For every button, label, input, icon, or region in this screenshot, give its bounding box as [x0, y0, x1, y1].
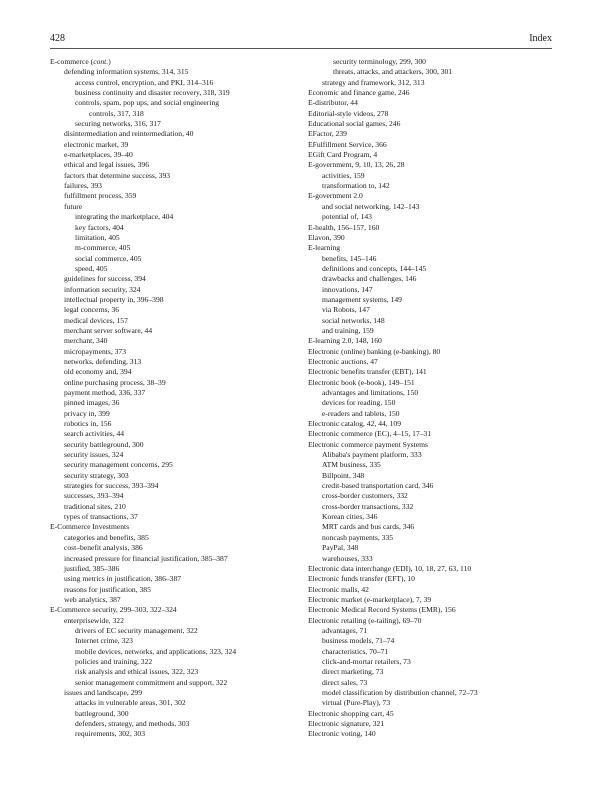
- index-entry-text: disintermediation and reintermediation, 40: [64, 129, 194, 139]
- index-entry: [50, 605, 300, 615]
- index-subentry: [50, 688, 300, 698]
- running-head: Index: [529, 33, 552, 44]
- index-subentry: [50, 440, 300, 450]
- index-subentry: [308, 481, 558, 491]
- index-subentry: [50, 285, 300, 295]
- index-entry: [308, 119, 558, 129]
- index-subentry: [50, 543, 300, 553]
- index-subentry: [50, 471, 300, 481]
- index-entry-text: Electronic market (e-marketplace), 7, 39: [308, 594, 432, 604]
- index-entry-text: pinned images, 36: [64, 398, 120, 408]
- index-entry-text: Educational social games, 246: [308, 119, 401, 129]
- index-entry-text: e-readers and tablets, 150: [322, 408, 400, 418]
- index-entry: [50, 57, 300, 67]
- index-subentry: [50, 171, 300, 181]
- index-entry-text: speed, 405: [75, 263, 108, 273]
- index-entry-text: credit-based transportation card, 346: [322, 481, 434, 491]
- index-subentry: [308, 688, 558, 698]
- index-entry-text: benefits, 145–146: [322, 253, 377, 263]
- index-entry-text: successes, 393–394: [64, 491, 124, 501]
- index-subentry: [50, 78, 300, 88]
- index-entry-text: E-Commerce Investments: [50, 522, 130, 532]
- index-entry-text: robotics in, 156: [64, 419, 112, 429]
- index-entry-text: securing networks, 316, 317: [75, 119, 161, 129]
- index-entry: [50, 522, 300, 532]
- index-subentry: [50, 709, 300, 719]
- index-entry-text: business continuity and disaster recovery, 318, 319: [75, 88, 230, 98]
- index-entry-text: Electronic (online) banking (e-banking), 80: [308, 346, 441, 356]
- index-entry-text: using metrics in justification, 386–387: [64, 574, 182, 584]
- index-subentry: [50, 67, 300, 77]
- index-entry: [308, 429, 558, 439]
- index-entry-text: advantages and limitations, 150: [322, 388, 419, 397]
- index-entry-text: E-Commerce security, 299–303, 322–324: [50, 605, 177, 615]
- index-entry-text: security issues, 324: [64, 450, 124, 460]
- index-entry-text: controls, spam, pop ups, and social engineering: [75, 98, 220, 108]
- index-subentry: [50, 181, 300, 191]
- index-entry-text: intellectual property in, 396–398: [64, 294, 164, 304]
- index-subentry: [50, 119, 300, 129]
- index-entry-text: Electronic retailing (e-tailing), 69–70: [308, 615, 422, 625]
- index-entry-text: security battleground, 300: [64, 439, 144, 449]
- index-entry-text: Electronic auctions, 47: [308, 356, 378, 366]
- index-entry-text: medical devices, 157: [64, 315, 128, 325]
- index-entry: [308, 109, 558, 119]
- index-entry-text: requirements, 302, 303: [75, 729, 146, 739]
- index-entry-text: senior management commitment and support, 322: [75, 677, 228, 687]
- index-entry-text: Alibaba's payment platform, 333: [322, 450, 422, 460]
- index-entry-text: legal concerns, 36: [64, 305, 120, 315]
- index-entry: [308, 616, 558, 626]
- index-entry: [308, 419, 558, 429]
- index-entry-text: Electronic shopping cart, 45: [308, 708, 394, 718]
- index-entry-text: ATM business, 335: [322, 460, 381, 470]
- index-entry-text: factors that determine success, 393: [64, 170, 171, 180]
- index-entry-text: information security, 324: [64, 284, 141, 294]
- index-entry-text: E-government 2.0: [308, 191, 363, 201]
- index-entry-text: attacks in vulnerable areas, 301, 302: [75, 698, 186, 708]
- index-entry: [308, 233, 558, 243]
- index-entry-text: policies and training, 322: [75, 656, 153, 666]
- index-entry-text: Economic and finance game, 246: [308, 88, 410, 98]
- index-subentry: [50, 647, 300, 657]
- index-subentry: [308, 512, 558, 522]
- index-entry-text: advantages, 71: [322, 625, 368, 635]
- index-entry-text: failures, 393: [64, 181, 102, 191]
- index-entry-text: increased pressure for financial justification, 385–387: [64, 553, 228, 563]
- index-subentry: [50, 357, 300, 367]
- index-subentry: [50, 388, 300, 398]
- index-subentry: [50, 316, 300, 326]
- index-entry-text: search activities, 44: [64, 429, 125, 439]
- index-entry-text: Electronic data interchange (EDI), 10, 18, 27, 63, 110: [308, 563, 472, 573]
- index-entry-text: issues and landscape, 299: [64, 687, 143, 697]
- index-subentry: [50, 109, 300, 119]
- index-entry-text: merchant server software, 44: [64, 325, 153, 335]
- index-entry: [308, 367, 558, 377]
- index-entry: [308, 357, 558, 367]
- index-entry-text: E-government, 9, 10, 13, 26, 28: [308, 160, 405, 170]
- index-subentry: [308, 522, 558, 532]
- index-subentry: [50, 729, 300, 739]
- index-subentry: [308, 305, 558, 315]
- index-subentry: [308, 543, 558, 553]
- index-entry: [308, 709, 558, 719]
- index-subentry: [308, 667, 558, 677]
- index-subentry: [308, 202, 558, 212]
- index-entry: [308, 595, 558, 605]
- index-subentry: [308, 471, 558, 481]
- index-subentry: [50, 191, 300, 201]
- index-subentry: [50, 88, 300, 98]
- index-continuation-marker: cont.: [93, 57, 109, 66]
- index-entry-text: noncash payments, 335: [322, 532, 394, 542]
- index-entry-text: Editorial-style videos, 278: [308, 108, 389, 118]
- index-entry-text: electronic market, 39: [64, 139, 129, 149]
- index-subentry: [50, 326, 300, 336]
- index-subentry: [50, 491, 300, 501]
- index-entry-text: networks, defending, 313: [64, 356, 142, 366]
- index-entry-text: innovations, 147: [322, 284, 373, 294]
- index-entry: [308, 243, 558, 253]
- index-entry-text: click-and-mortar retailers, 73: [322, 656, 411, 666]
- index-column-right: [308, 57, 558, 740]
- index-subentry: [50, 160, 300, 170]
- index-entry-text: key factors, 404: [75, 222, 124, 232]
- index-entry-text: risk analysis and ethical issues, 322, 323: [75, 667, 199, 677]
- index-entry-text: defending information systems, 314, 315: [64, 67, 189, 77]
- index-entry-text: via Robots, 147: [322, 305, 370, 315]
- index-entry-text: defenders, strategy, and methods, 303: [75, 719, 190, 728]
- index-column-left: [50, 57, 300, 740]
- index-entry-text: strategy and framework, 312, 313: [322, 77, 425, 87]
- index-entry-text: definitions and concepts, 144–145: [322, 263, 427, 273]
- index-entry-text: payment method, 336, 337: [64, 388, 146, 397]
- index-subentry: [50, 98, 300, 108]
- index-subentry: [308, 388, 558, 398]
- index-entry: [308, 150, 558, 160]
- running-header: [50, 33, 552, 47]
- index-subentry: [50, 585, 300, 595]
- index-subentry: [50, 223, 300, 233]
- index-entry-text: Electronic voting, 140: [308, 729, 376, 739]
- index-entry: [308, 574, 558, 584]
- index-entry-text: guidelines for success, 394: [64, 274, 146, 284]
- index-subentry: [308, 181, 558, 191]
- index-subentry: [50, 347, 300, 357]
- index-entry-text: limitation, 405: [75, 232, 120, 242]
- index-entry: [308, 129, 558, 139]
- index-subentry: [50, 481, 300, 491]
- index-subentry: [50, 140, 300, 150]
- index-subentry: [308, 678, 558, 688]
- index-entry-text: web analytics, 387: [64, 594, 121, 604]
- index-entry-text: mobile devices, networks, and applications, 323, 324: [75, 646, 237, 656]
- index-subentry: [50, 243, 300, 253]
- index-subentry: [50, 264, 300, 274]
- index-entry: [308, 347, 558, 357]
- index-subentry: [50, 450, 300, 460]
- index-subentry: [50, 533, 300, 543]
- index-subentry: [50, 657, 300, 667]
- index-subentry: [50, 512, 300, 522]
- index-subentry: [308, 67, 558, 77]
- index-entry-text: security strategy, 303: [64, 470, 129, 480]
- index-subentry: [308, 274, 558, 284]
- index-subentry: [50, 419, 300, 429]
- index-entry-text: strategies for success, 393–394: [64, 481, 159, 491]
- index-entry-text: cross-border transactions, 332: [322, 501, 414, 511]
- index-subentry: [50, 212, 300, 222]
- index-entry-text: social commerce, 405: [75, 253, 142, 263]
- page-number: 428: [50, 33, 65, 44]
- index-subentry: [308, 657, 558, 667]
- index-entry-text: enterprisewide, 322: [64, 615, 124, 625]
- index-entry: [308, 378, 558, 388]
- index-entry-text: characteristics, 70–71: [322, 646, 389, 656]
- index-subentry: [308, 409, 558, 419]
- index-subentry: [308, 554, 558, 564]
- index-subentry: [308, 264, 558, 274]
- index-subentry: [50, 254, 300, 264]
- index-subentry: [50, 202, 300, 212]
- index-entry-text: E-learning 2.0, 148, 160: [308, 336, 382, 346]
- index-subentry: [50, 336, 300, 346]
- index-entry-text: Internet crime, 323: [75, 636, 133, 646]
- index-subentry: [308, 285, 558, 295]
- index-entry-text: virtual (Pure-Play), 73: [322, 698, 391, 708]
- index-entry-text: activities, 159: [322, 170, 365, 180]
- index-subentry: [50, 367, 300, 377]
- index-entry-text: potential of, 143: [322, 212, 372, 222]
- index-entry-text: Electronic catalog, 42, 44, 109: [308, 419, 401, 429]
- index-entry-text: Electronic commerce payment Systems: [308, 439, 428, 449]
- index-entry-text: Electronic benefits transfer (EBT), 141: [308, 367, 427, 377]
- index-entry-text: future: [64, 201, 83, 211]
- index-entry-text: warehouses, 333: [322, 553, 373, 563]
- index-entry-text: m-commerce, 405: [75, 243, 131, 253]
- index-entry: [308, 585, 558, 595]
- index-subentry: [308, 398, 558, 408]
- index-entry-text: direct marketing, 73: [322, 667, 384, 677]
- index-entry: [308, 191, 558, 201]
- index-entry-text: EFactor, 239: [308, 129, 347, 139]
- index-subentry: [308, 460, 558, 470]
- header-rule: [50, 48, 552, 49]
- index-subentry: [50, 378, 300, 388]
- index-subentry: [50, 305, 300, 315]
- index-subentry: [50, 616, 300, 626]
- index-subentry: [50, 129, 300, 139]
- index-subentry: [308, 78, 558, 88]
- index-subentry: [308, 326, 558, 336]
- index-entry-text: management systems, 149: [322, 294, 402, 304]
- index-entry-text: devices for reading, 150: [322, 398, 396, 408]
- index-subentry: [50, 429, 300, 439]
- index-subentry: [50, 150, 300, 160]
- index-entry-text: Korean cities, 346: [322, 512, 378, 522]
- index-entry-text: ethical and legal issues, 396: [64, 160, 149, 170]
- index-subentry: [50, 460, 300, 470]
- index-subentry: [50, 626, 300, 636]
- index-entry-text: security terminology, 299, 300: [333, 57, 426, 66]
- index-subentry: [308, 171, 558, 181]
- index-entry-text: business models, 71–74: [322, 636, 395, 646]
- index-entry-text: Billpoint, 348: [322, 470, 365, 480]
- index-entry: [308, 605, 558, 615]
- index-entry-text: e-marketplaces, 39–40: [64, 150, 133, 160]
- index-subentry: [50, 554, 300, 564]
- index-entry-text: access control, encryption, and PKI, 314–316: [75, 77, 214, 87]
- index-entry-text: drawbacks and challenges, 146: [322, 274, 417, 284]
- index-subentry: [50, 398, 300, 408]
- index-entry-text: Electronic signature, 321: [308, 719, 385, 728]
- index-subentry: [50, 233, 300, 243]
- index-subentry: [50, 409, 300, 419]
- index-entry-text: categories and benefits, 385: [64, 532, 149, 542]
- index-subentry: [308, 491, 558, 501]
- index-entry: [308, 88, 558, 98]
- index-subentry: [308, 636, 558, 646]
- index-subentry: [308, 698, 558, 708]
- index-subentry: [308, 316, 558, 326]
- index-entry-text: EGift Card Program, 4: [308, 150, 378, 160]
- index-entry-text: merchant, 340: [64, 336, 108, 346]
- index-entry-text: traditional sites, 210: [64, 501, 126, 511]
- index-entry-text: Electronic Medical Record Systems (EMR), 156: [308, 605, 456, 615]
- index-subentry: [50, 564, 300, 574]
- index-entry: [308, 729, 558, 739]
- index-entry-text: E-distributor, 44: [308, 98, 358, 108]
- index-entry-text: types of transactions, 37: [64, 512, 138, 522]
- index-entry-text: MRT cards and bus cards, 346: [322, 522, 415, 532]
- index-entry-text: model classification by distribution channel, 72–73: [322, 687, 478, 697]
- index-entry-text: and training, 159: [322, 325, 374, 335]
- index-entry-text: justified, 385–386: [64, 563, 120, 573]
- index-entry-text: direct sales, 73: [322, 677, 368, 687]
- index-entry-text: privacy in, 399: [64, 408, 110, 418]
- index-entry-text: online purchasing process, 38–39: [64, 377, 166, 387]
- index-subentry: [50, 636, 300, 646]
- index-entry-tail: ): [108, 57, 111, 66]
- index-entry-text: Electronic malls, 42: [308, 584, 369, 594]
- index-subentry: [50, 295, 300, 305]
- index-subentry: [308, 502, 558, 512]
- index-subentry: [308, 533, 558, 543]
- index-entry-text: cost–benefit analysis, 386: [64, 543, 143, 553]
- index-subentry: [308, 450, 558, 460]
- index-subentry: [308, 57, 558, 67]
- index-entry-text: controls, 317, 318: [89, 108, 144, 118]
- index-entry-text: integrating the marketplace, 404: [75, 212, 174, 222]
- index-entry: [308, 336, 558, 346]
- index-subentry: [50, 595, 300, 605]
- index-subentry: [50, 274, 300, 284]
- index-entry: [308, 564, 558, 574]
- index-entry-text: security management concerns, 295: [64, 460, 173, 470]
- index-entry-text: E-commerce (: [50, 57, 94, 66]
- index-subentry: [50, 574, 300, 584]
- index-entry-text: EFulfillment Service, 366: [308, 139, 387, 149]
- index-entry-text: cross-border customers, 332: [322, 491, 408, 501]
- index-entry: [308, 98, 558, 108]
- index-entry-text: Electronic commerce (EC), 4–15, 17–31: [308, 429, 432, 439]
- index-entry-text: old economy and, 394: [64, 367, 132, 377]
- index-entry-text: reasons for justification, 385: [64, 584, 151, 594]
- index-subentry: [308, 212, 558, 222]
- index-subentry: [50, 698, 300, 708]
- index-entry: [308, 140, 558, 150]
- index-subentry: [50, 678, 300, 688]
- index-entry: [308, 223, 558, 233]
- index-entry-text: Electronic funds transfer (EFT), 10: [308, 574, 415, 584]
- index-subentry: [50, 502, 300, 512]
- index-entry-text: battleground, 300: [75, 708, 129, 718]
- index-entry-text: social networks, 148: [322, 315, 385, 325]
- index-entry-text: PayPal, 348: [322, 543, 359, 553]
- index-entry-text: E-learning: [308, 243, 341, 253]
- index-entry-text: and social networking, 142–143: [322, 201, 420, 211]
- index-subentry: [308, 647, 558, 657]
- index-subentry: [308, 295, 558, 305]
- index-entry-text: E-health, 156–157, 160: [308, 222, 380, 232]
- index-entry-text: threats, attacks, and attackers, 300, 301: [333, 67, 453, 77]
- index-subentry: [308, 626, 558, 636]
- index-entry-text: Electronic book (e-book), 149–151: [308, 377, 415, 387]
- index-entry-text: transformation to, 142: [322, 181, 390, 191]
- index-entry-text: Elavon, 390: [308, 232, 345, 242]
- index-entry: [308, 160, 558, 170]
- index-entry-text: fulfillment process, 359: [64, 191, 137, 201]
- index-entry: [308, 719, 558, 729]
- index-entry: [308, 440, 558, 450]
- index-subentry: [50, 667, 300, 677]
- index-entry-text: micropayments, 373: [64, 346, 127, 356]
- index-entry-text: drivers of EC security management, 322: [75, 625, 198, 635]
- index-subentry: [308, 254, 558, 264]
- index-subentry: [50, 719, 300, 729]
